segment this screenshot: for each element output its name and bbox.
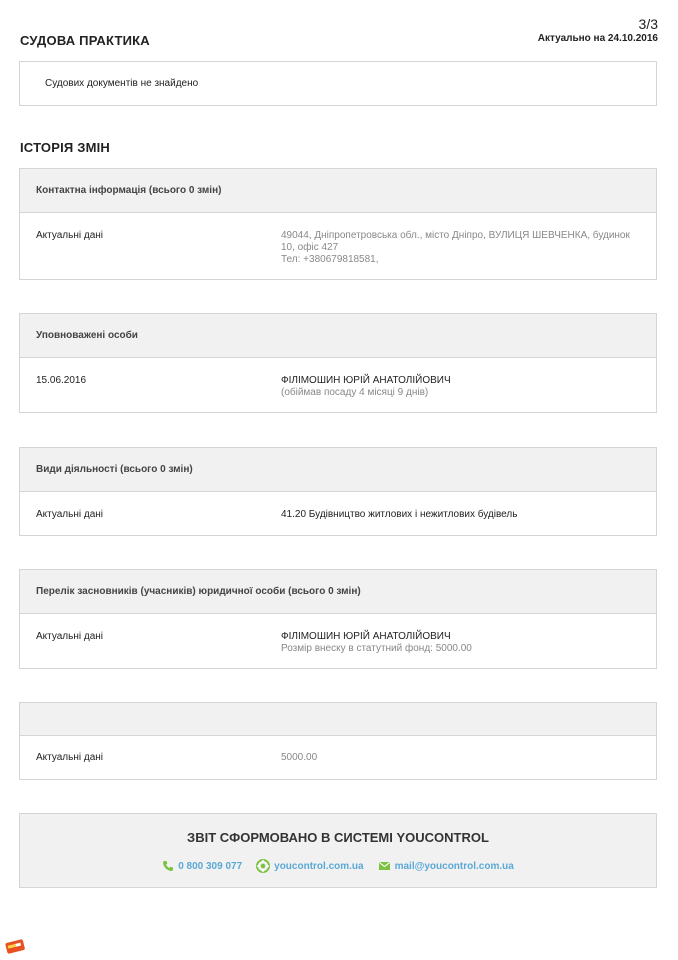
- authorized-value: [281, 375, 636, 399]
- founder-name: ФІЛІМОШИН ЮРІЙ АНАТОЛІЙОВИЧ: [281, 631, 451, 642]
- founders-box: [19, 569, 657, 669]
- authorized-persons-header: Уповноважені особи: [20, 314, 656, 358]
- youcontrol-logo-icon: [256, 859, 270, 873]
- footer-site-link[interactable]: [256, 859, 363, 873]
- court-practice-box: [19, 61, 657, 106]
- authorized-row: [20, 358, 656, 412]
- row-label: Актуальні дані: [36, 230, 104, 241]
- footer-phone: 0 800 309 077: [178, 860, 243, 872]
- footer-email: mail@youcontrol.com.ua: [394, 860, 514, 872]
- activities-box: [19, 447, 657, 536]
- authorized-persons-box: [19, 313, 657, 413]
- actual-date: Актуально на 24.10.2016: [537, 33, 658, 44]
- authorized-note: (обіймав посаду 4 місяці 9 днів): [281, 387, 429, 398]
- activities-header: Види діяльності (всього 0 змін): [20, 448, 656, 492]
- mail-icon: [378, 860, 391, 872]
- history-title: ІСТОРІЯ ЗМІН: [20, 140, 111, 155]
- contact-value: [281, 230, 636, 266]
- corner-app-logo-icon: [4, 936, 26, 954]
- authorized-name: ФІЛІМОШИН ЮРІЙ АНАТОЛІЙОВИЧ: [281, 375, 451, 386]
- row-label: Актуальні дані: [36, 752, 104, 763]
- footer-email-link[interactable]: [378, 859, 514, 873]
- founder-value: [281, 631, 636, 655]
- activities-row: [20, 492, 656, 535]
- contact-phone: Тел: +380679818581,: [281, 254, 379, 265]
- founders-row: [20, 614, 656, 668]
- founders-header: Перелік засновників (учасників) юридичної особи (всього 0 змін): [20, 570, 656, 614]
- court-empty-message: Судових документів не знайдено: [45, 78, 199, 89]
- capital-header: [20, 703, 656, 736]
- founder-contribution: Розмір внеску в статутний фонд: 5000.00: [281, 643, 472, 654]
- activity-value: 41.20 Будівництво житлових і нежитлових будівель: [281, 509, 518, 520]
- capital-row: [20, 736, 656, 779]
- capital-value: 5000.00: [281, 752, 318, 763]
- report-footer: [19, 813, 657, 888]
- capital-box: [19, 702, 657, 780]
- contact-info-header: Контактна інформація (всього 0 змін): [20, 169, 656, 213]
- row-label: Актуальні дані: [36, 509, 104, 520]
- page-number: 3/3: [638, 16, 658, 32]
- footer-site: youcontrol.com.ua: [274, 860, 364, 872]
- footer-phone-link[interactable]: [162, 859, 242, 873]
- contact-info-row: [20, 213, 656, 279]
- contact-info-box: [19, 168, 657, 280]
- row-label: Актуальні дані: [36, 631, 104, 642]
- phone-icon: [162, 860, 174, 872]
- footer-title: ЗВІТ СФОРМОВАНО В СИСТЕМІ YOUCONTROL: [187, 830, 489, 845]
- court-practice-title: СУДОВА ПРАКТИКА: [20, 33, 150, 48]
- footer-contacts: [20, 859, 656, 873]
- contact-address: 49044, Дніпропетровська обл., місто Дніпро, ВУЛИЦЯ ШЕВЧЕНКА, будинок 10, офіс 427: [281, 230, 630, 253]
- authorized-date: 15.06.2016: [36, 375, 87, 386]
